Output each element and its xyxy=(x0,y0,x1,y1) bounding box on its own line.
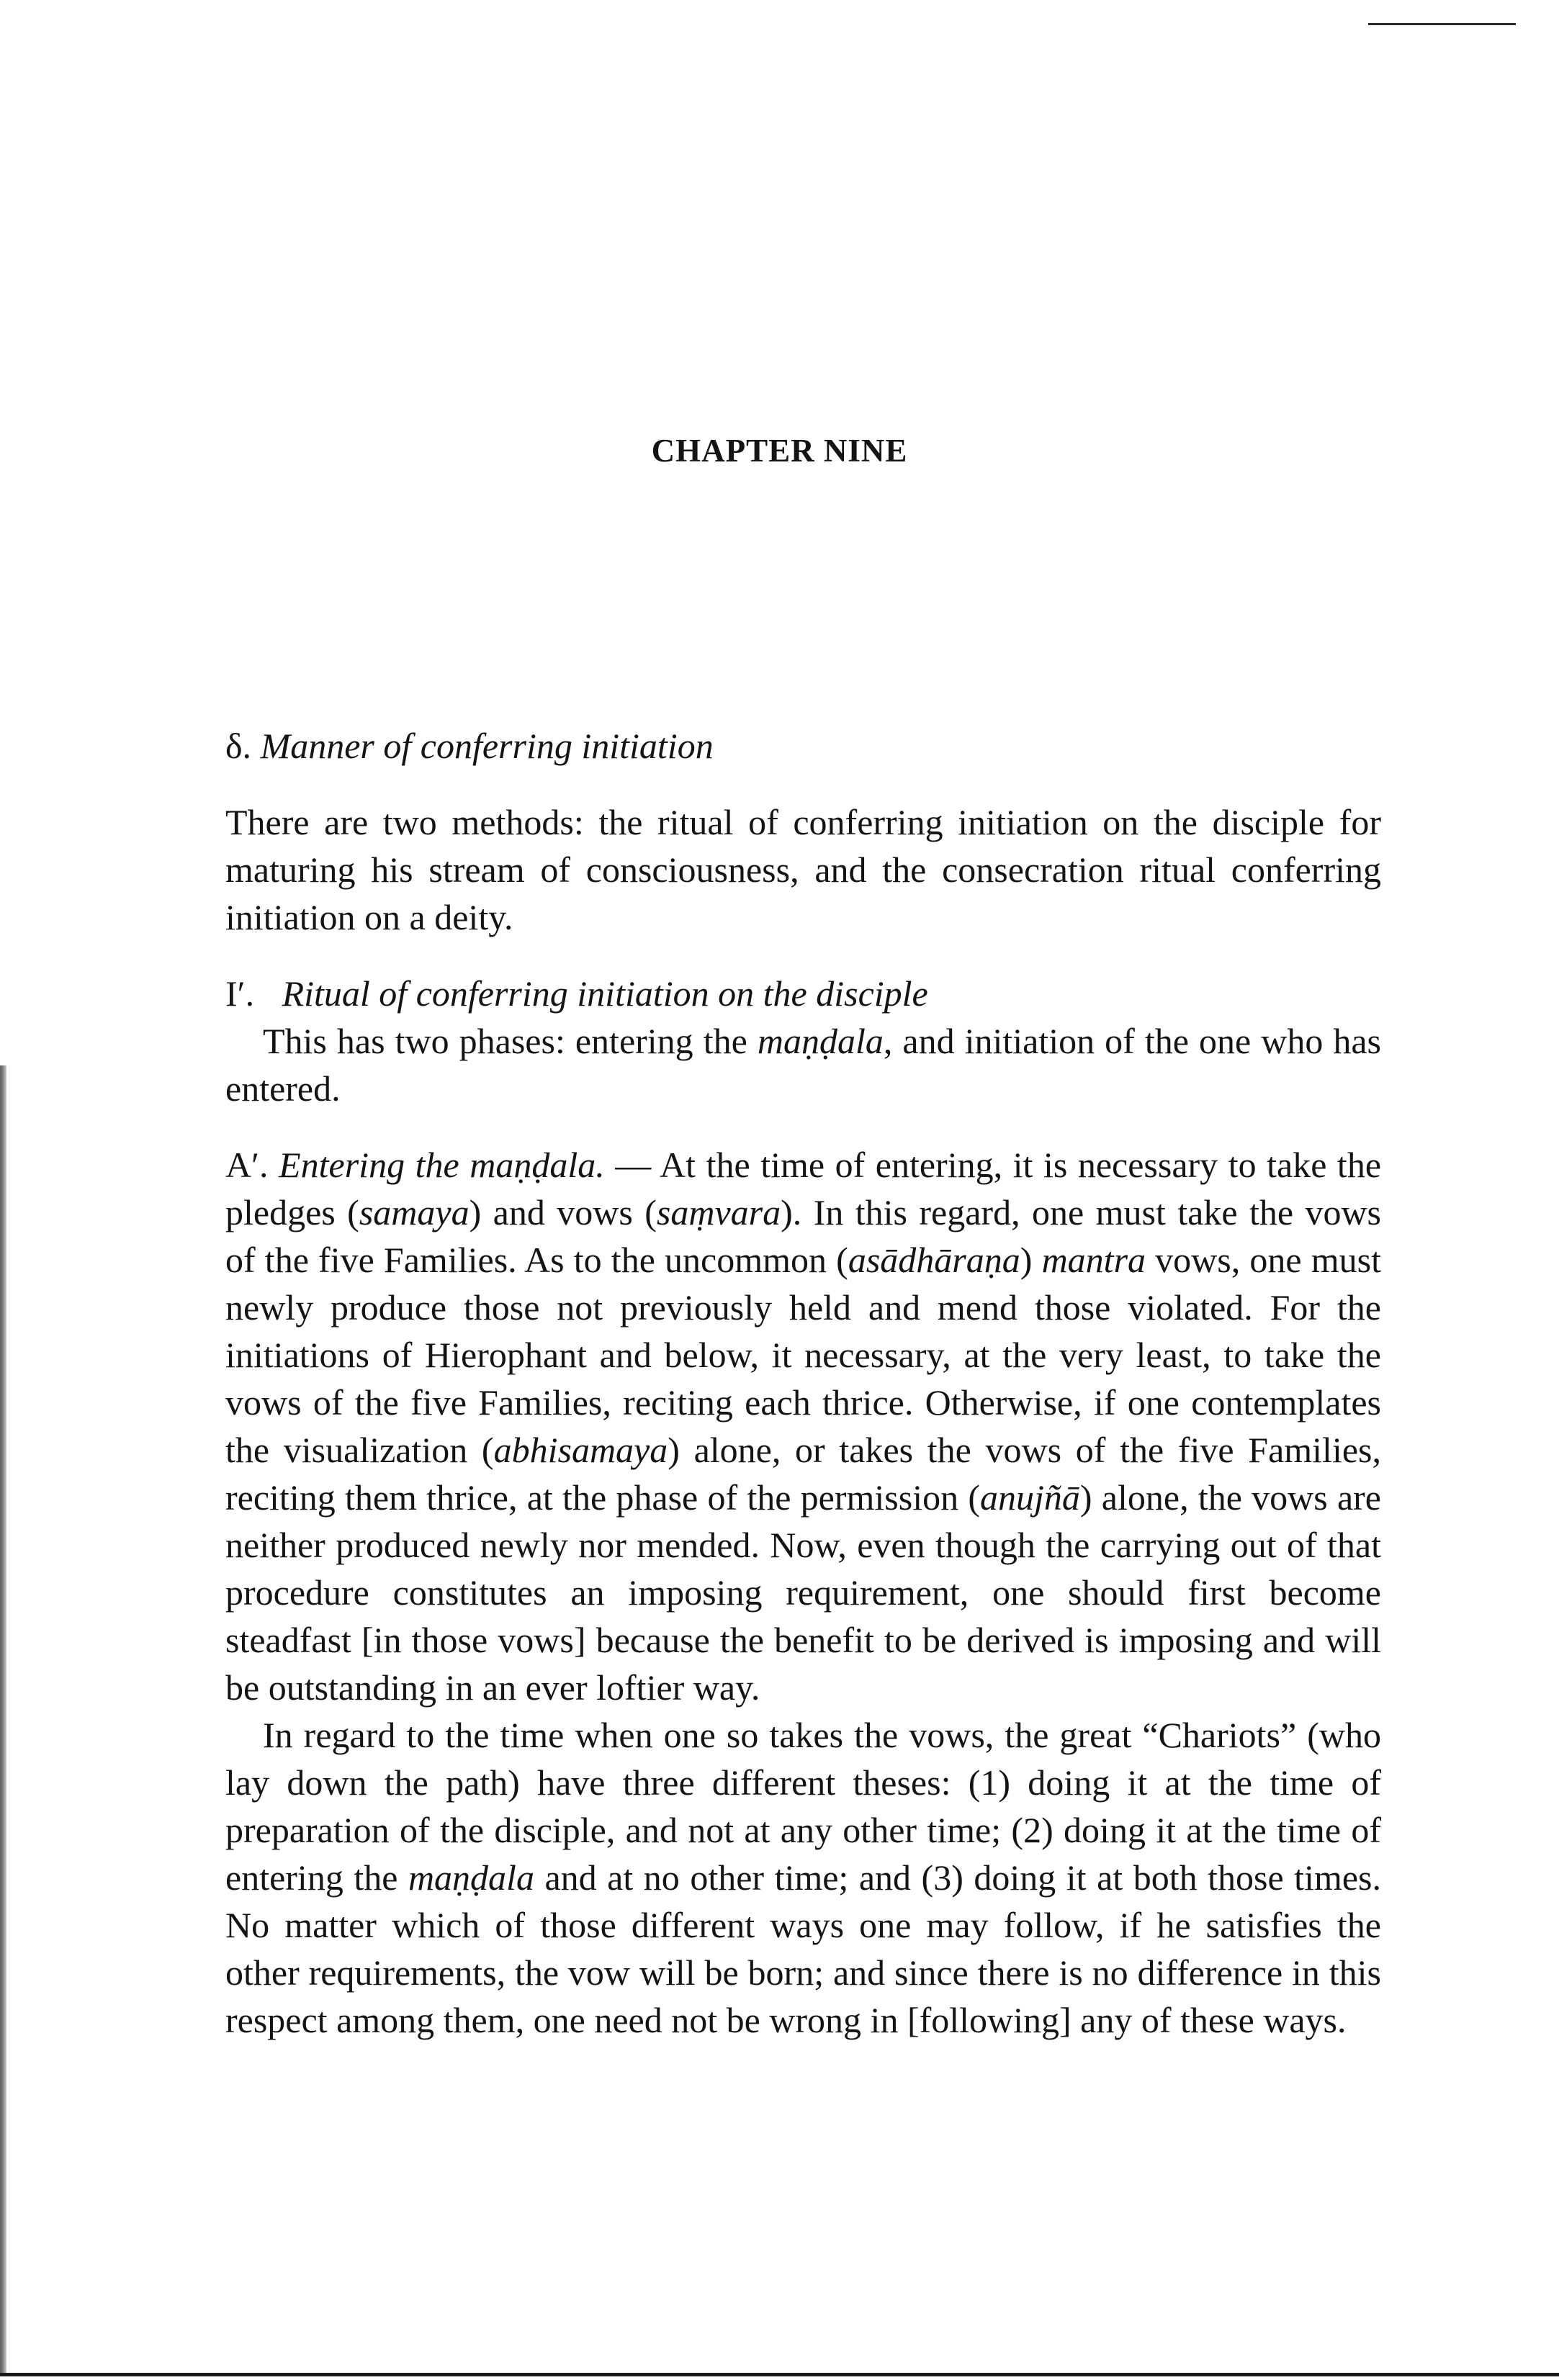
chapter-title: CHAPTER NINE xyxy=(651,433,908,469)
entering-title: Entering the maṇḍala. xyxy=(279,1145,605,1185)
text-run: This has two phases: entering the xyxy=(263,1021,758,1061)
term: maṇḍala xyxy=(757,1021,884,1061)
section-number: δ. xyxy=(225,726,252,766)
bottom-rule xyxy=(0,2373,1559,2376)
final-paragraph xyxy=(225,1711,1381,2044)
term: asādhāraṇa xyxy=(848,1240,1020,1280)
subsection-number: I′. xyxy=(225,973,255,1014)
subsection-paragraph xyxy=(225,1017,1381,1112)
term: samaya xyxy=(359,1192,470,1232)
intro-paragraph: There are two methods: the ritual of conferring initiation on the disciple for maturing his stream of consciousness, and the consecration ritual conferring initiation on a deity. xyxy=(225,802,1381,937)
term: saṃvara xyxy=(656,1192,781,1232)
text-run: ) alone, the vows are neither produced newly nor mended. Now, even though the carrying out of that procedure constitutes an imposing requirement, one should first become steadfast [in those vows] because the benefit to be derived is imposing and will be outstanding in an ever loftier way. xyxy=(225,1477,1381,1708)
top-rule xyxy=(1368,23,1516,25)
subsection-title: Ritual of conferring initiation on the disciple xyxy=(282,973,928,1014)
text-run: ) and vows ( xyxy=(469,1192,657,1232)
text-run: and at no other time; and (3) doing it at both those times. No matter which of those different ways one may follow, if he satisfies the other requirements, the vow will be born; and since there is no difference in this respect among them, one need not be wrong in [following] any of these ways. xyxy=(225,1857,1382,2040)
text-run: In regard to the time when one so takes the vows, the great “Chariots” (who lay down the path) have three different theses: (1) doing it at the time of preparation of the disciple, and not at any other time; (2) doing it at the time of entering the xyxy=(225,1715,1381,1898)
section-heading xyxy=(225,722,1381,770)
term: abhisamaya xyxy=(493,1430,668,1470)
text-run: , and initiation of the one who has entered. xyxy=(225,1021,1381,1109)
entering-paragraph xyxy=(225,1141,1381,1711)
text-run: ). In this regard, one must take the vows of the five Families. As to the uncommon ( xyxy=(225,1192,1382,1280)
subsection-heading xyxy=(225,970,1381,1017)
text-run: — At the time of entering, it is necessary to take the pledges ( xyxy=(225,1145,1382,1232)
binding-edge xyxy=(0,1065,6,2376)
text-run: vows, one must newly produce those not previously held and mend those violated. For the initiations of Hierophant and below, it necessary, at the very least, to take the vows of the five Families, reciting each thrice. Otherwise, if one contemplates the visualization ( xyxy=(225,1240,1381,1470)
term: anujñā xyxy=(980,1477,1080,1518)
text-run: ) xyxy=(1020,1240,1042,1280)
page-body xyxy=(225,722,1381,2044)
term: maṇḍala xyxy=(408,1857,534,1898)
text-run: ) alone, or takes the vows of the five Families, reciting them thrice, at the phase of the permission ( xyxy=(225,1430,1381,1518)
entering-number: A′. xyxy=(225,1145,269,1185)
term: mantra xyxy=(1041,1240,1146,1280)
section-title: Manner of conferring initiation xyxy=(260,726,714,766)
